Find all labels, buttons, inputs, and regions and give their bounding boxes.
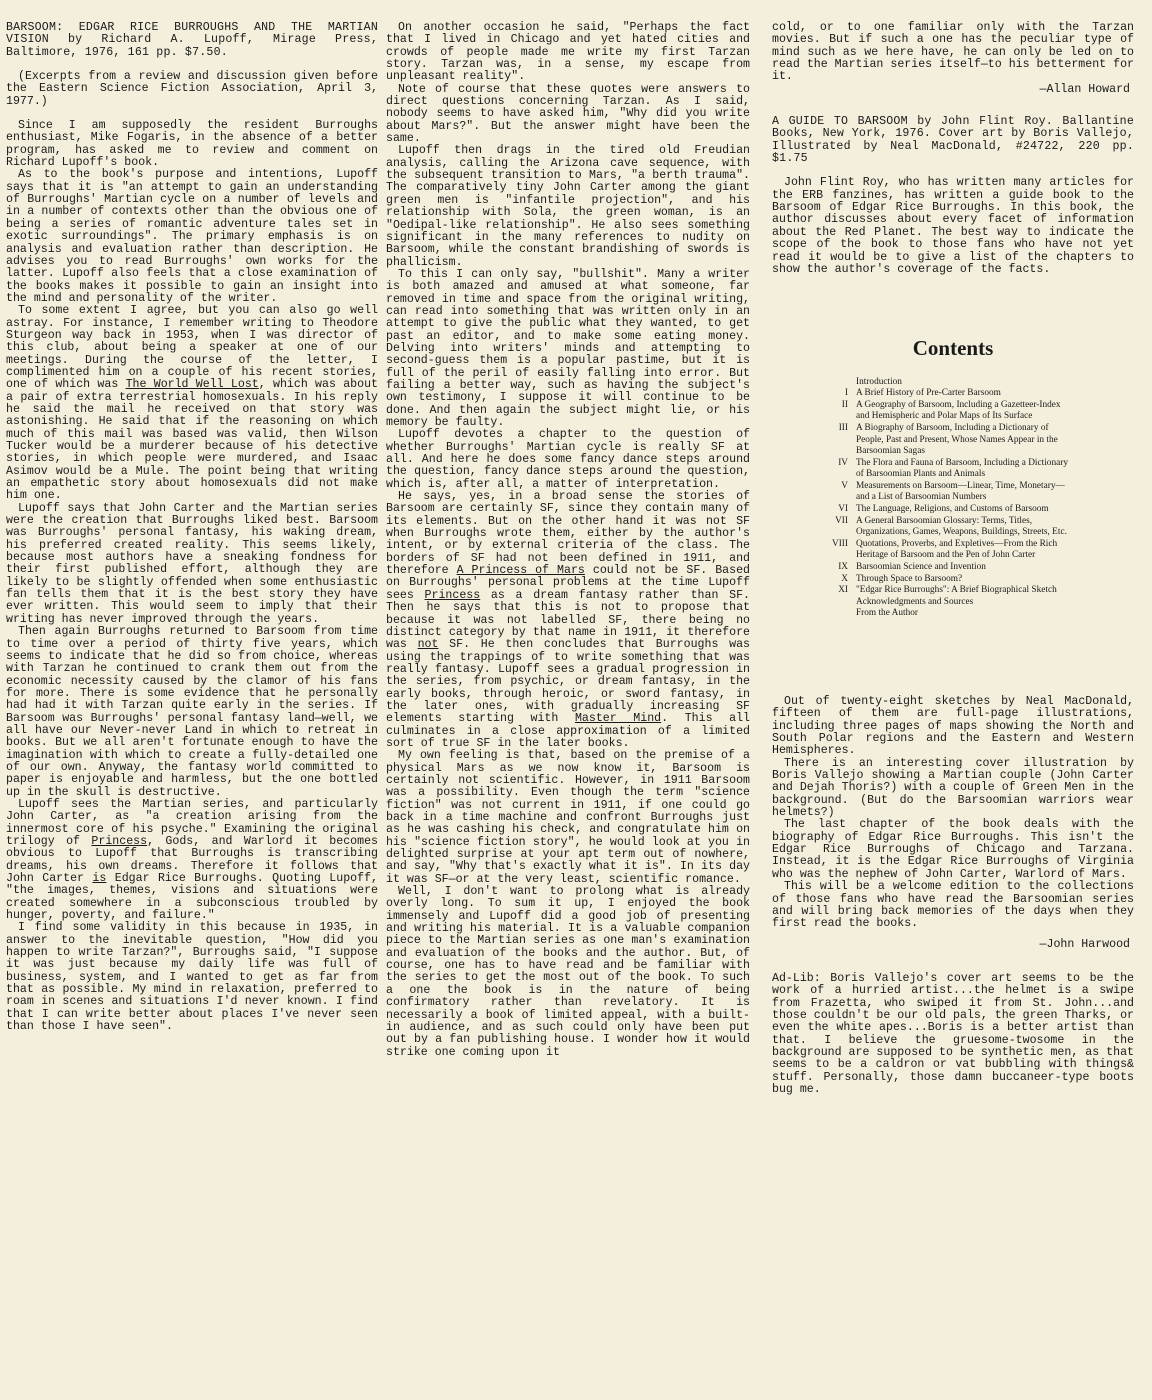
contents-entry [812, 597, 1072, 609]
contents-entry-number [812, 377, 856, 389]
paragraph: To some extent I agree, but you can also go well astray. For instance, I remember writing to Theodore Sturgeon way back in 1953, when I was director of this club, about being a speaker at one of our meetings. During the course of the letter, I complimented him on a couple of his recent stories, one of which was The World Well Lost, which was about a pair of extra terrestrial homosexuals. In his reply he said the mail he received on that story was astonishing. He said that if the reasoning on which much of this mail was based was valid, then Wilson Tucker would be a murderer because of his detective stories, in which people were murdered, and Isaac Asimov would be a Mule. The point being that writing an empathetic story about homosexuals did not make him one. [6, 304, 378, 503]
contents-entry-number: X [841, 573, 848, 584]
emphasis-underlined: not [417, 638, 439, 652]
contents-entry-title: Barsoomian Science and Invention [856, 562, 986, 573]
contents-entry-number [812, 597, 856, 609]
contents-entry-number: XI [838, 585, 848, 596]
contents-entry-title: The Language, Religions, and Customs of Barsoom [856, 504, 1049, 515]
contents-entry-title: Through Space to Barsoom? [856, 573, 963, 584]
paragraph: This will be a welcome edition to the collections of those fans who have read the Barsoomian series and will bring back memories of the days when they first read the books. [772, 880, 1134, 931]
contents-entry [812, 388, 1072, 400]
paragraph: He says, yes, in a broad sense the stories of Barsoom are certainly SF, since they contain many of its elements. But on the other hand it was not SF when Burroughs wrote them, either by the author's intent, or by external criteria of the class. The borders of SF had not been defined in 1911, and therefore A Princess of Mars could not be SF. Based on Burroughs' personal problems at the time Lupoff sees Princess as a dream fantasy rather than SF. Then he says that this is not to propose that because it was not labelled SF, there being no distinct category by that name in 1911, it therefore was not SF. He then concludes that Burroughs was using the trappings of to write something that was really fantasy. Lupoff sees a gradual progression in the series, from psychic, or dream fantasy, in the early books, through heroic, or sword fantasy, in the later ones, with gradually increasing SF elements starting with Master Mind. This all culminates in a close approximation of a limited sort of true SF in the later books. [386, 490, 751, 750]
book-title-underlined: Master Mind [574, 712, 662, 726]
paragraph: On another occasion he said, "Perhaps the fact that I lived in Chicago and yet hated cities and crowds of people made me write my first Tarzan story. Tarzan was, in a sense, my escape from unpleasant reality". [386, 21, 750, 84]
contents-entry-title: Acknowledgments and Sources [856, 596, 974, 607]
contents-entry [812, 608, 1072, 620]
paragraph: Lupoff sees the Martian series, and particularly John Carter, as "a creation arising from the innermost core of his psyche." Examining the original trilogy of Princess, Gods, and Warlord it becomes obvious to Lupoff that Burroughs is transcribing dreams, his own dreams. Therefore it follows that John Carter is Edgar Rice Burroughs. Quoting Lupoff, "the images, themes, visions and situations were created somewhere in a subconscious troubled by hunger, poverty, and failure." [6, 797, 378, 923]
paragraph: Lupoff says that John Carter and the Martian series were the creation that Burroughs liked best. Barsoom was Burroughs' personal fantasy, his waking dream, his preferred created reality. This seems likely, because most authors have a sneaking fondness for their first published effort, although they are likely to be slightly offended when some enthusiastic fan tells them that it is the best story they have ever written. This would seem to imply that their writing has never improved through the years. [6, 501, 378, 626]
contents-entry-number: IX [838, 562, 848, 573]
contents-entry [812, 377, 1072, 389]
contents-entry [812, 539, 1072, 562]
book-title-underlined: Princess [91, 835, 148, 848]
column-right [772, 22, 1134, 1096]
contents-entry-title: Measurements on Barsoom—Linear, Time, Monetary—and a List of Barsoomian Numbers [856, 480, 1065, 503]
review-heading-guide-to-barsoom: A GUIDE TO BARSOOM by John Flint Roy. Ballantine Books, New York, 1976. Cover art by Boris Vallejo, Illustrated by Neal MacDonald, #24722, 220 pp. $1.75 [772, 115, 1134, 166]
contents-entry [812, 574, 1072, 586]
contents-entry [812, 481, 1072, 504]
contents-entry-number: VII [835, 515, 848, 526]
paragraph: Note of course that these quotes were answers to direct questions concerning Tarzan. As I said, nobody seems to have asked him, "Why did you write about Mars?". But the answer might have been the same. [386, 82, 750, 146]
review-heading-barsoom: BARSOOM: EDGAR RICE BURROUGHS AND THE MARTIAN VISION by Richard A. Lupoff, Mirage Press, Baltimore, 1976, 161 pp. $7.50. [6, 21, 378, 59]
paragraph: Then again Burroughs returned to Barsoom from time to time over a period of thirty five years, which seems to indicate that he did so from choice, whereas with Tarzan he continued to crank them out from the economic necessity caused by the clamor of his fans for more. There is some evidence that he personally had had it with Tarzan quite early in the series. If Barsoom was Burroughs' personal fantasy land—well, we all have our Never-never Land in which to retreat in books. But we all aren't fortunate enough to have the imagination with which to create a fully-detailed one of our own. Anyway, the fantasy world committed to paper is enjoyable and harmless, but the one bottled up in the skull is destructive. [6, 625, 378, 799]
paragraph: cold, or to one familiar only with the Tarzan movies. But if such a one has the peculiar type of mind such as we here have, he can only be led on to read the Martian series itself—to his betterment for it. [772, 21, 1134, 84]
contents-entry-title: A General Barsoomian Glossary: Terms, Titles, Organizations, Games, Weapons, Buildings, Streets, Etc. [856, 515, 1067, 538]
paragraph: Lupoff devotes a chapter to the question of whether Burroughs' Martian cycle is really SF at all. And here he does some fancy dance steps around the question, fancy dance steps around the question, which is, after all, a matter of interpretation. [386, 428, 750, 491]
contents-list [812, 377, 1072, 620]
paragraph: Since I am supposedly the resident Burroughs enthusiast, Mike Fogaris, in the absence of a better program, has asked me to review and comment on Richard Lupoff's book. [6, 119, 378, 170]
paragraph: John Flint Roy, who has written many articles for the ERB fanzines, has written a guide book to the Barsoom of Edgar Rice Burroughs. In this book, the author discusses about every facet of information about the Red Planet. The best way to indicate the scope of the book to those fans who have not yet read it would be to give a list of the chapters to show the author's coverage of the facts. [772, 176, 1134, 276]
contents-entry-number: I [844, 388, 848, 399]
paragraph: I find some validity in this because in 1935, in answer to the inevitable question, "How did you happen to write Tarzan?", Burroughs said, "I suppose it was just because my daily life was full of business, system, and I wanted to get as far from that as possible. My mind in relaxation, preferred to roam in scenes and situations I'd never known. I find that I can write better about places I've never seen than those I have seen". [6, 921, 378, 1034]
paragraph: To this I can only say, "bullshit". Many a writer is both amazed and amused at what someone, far removed in time and space from the original writing, can read into something that was written only in an attempt to give the public what they wanted, to get past an editor, and to make some eating money. Delving into writers' minds and attempting to second-guess them is a popular pastime, but it is full of the peril of easily falling into error. But failing a better way, such as having the subject's own testimony, I suppose it will continue to be done. And then again the subject might lie, or his memory be faulty. [386, 267, 750, 429]
paragraph: Lupoff then drags in the tired old Freudian analysis, calling the Arizona cave sequence, with the subsequent transition to Mars, "a berth trauma". The comparatively tiny John Carter among the giant green men is "infantile projection", and his relationship with Sola, the green woman, is an "Oedipal-like relationship". He also sees something significant in the many references to nudity on Barsoom, while the constant brandishing of swords is phallicism. [386, 144, 750, 269]
paragraph: My own feeling is that, based on the premise of a physical Mars as we now know it, Barsoom is certainly not scientific. However, in 1911 Barsoom was a possibility. Even though the term "science fiction" was not current in 1911, if one could go back in a time machine and confront Burroughs just as he was cashing his check, and congratulate him on his "science fiction story", he would look at you in delighted surprise at your apt term out of nowhere, and say, "Why that's exactly what it is". In its day it was SF—or at the very least, scientific romance. [386, 749, 750, 886]
contents-entry-number: II [841, 399, 848, 410]
paragraph: Well, I don't want to prolong what is already overly long. To sum it up, I enjoyed the book immensely and Lupoff did a good job of presenting and writing his material. It is a valuable companion piece to the Martian series as one man's examination and evaluation of the books and the author. But, of course, one has to have read and be familiar with the series to get the most out of the book. To such a one the book is in the nature of being confirmatory rather than revelatory. It is necessarily a book of limited appeal, with a built-in audience, and as such could only have been put out by a fan publishing house. I wonder how it would strike one coming upon it [386, 885, 750, 1059]
contents-entry [812, 585, 1072, 597]
contents-entry [812, 400, 1072, 423]
paragraph: There is an interesting cover illustration by Boris Vallejo showing a Martian couple (John Carter and Dejah Thoris?) with a couple of Green Men in the background. (But do the Barsoomian warriors wear helmets?) [772, 756, 1134, 820]
emphasis-underlined: is [92, 872, 107, 886]
contents-entry [812, 562, 1072, 574]
book-title-underlined: A Princess of Mars [456, 564, 585, 578]
review-note: (Excerpts from a review and discussion given before the Eastern Science Fiction Association, April 3, 1977.) [6, 70, 378, 108]
paragraph: As to the book's purpose and intentions, Lupoff says that it is "an attempt to gain an understanding of Burroughs' Martian cycle on a number of levels and in a number of contexts other than the obvious one of being a series of romantic adventure tales set in exotic surroundings". The primary emphasis is on analysis and evaluation rather than description. He advises you to read Burroughs' own works for the latter. Lupoff also feels that a close examination of the books makes it possible to gain an insight into the mind and personality of the writer. [6, 168, 378, 305]
book-title-underlined: The World Well Lost [125, 378, 259, 392]
ad-lib-paragraph: Ad-Lib: Boris Vallejo's cover art seems to be the work of a hurried artist...the helmet is a swipe from Frazetta, who swiped it from St. John...and those couldn't be our old pals, the green Tharks, or even the white apes...Boris is a better artist than that. I believe the gruesome-twosome in the background are supposed to be synthetic men, as that seems to be a caldron or vat bubbling with things& stuff. Personally, those damn buccaneer-type boots bug me. [772, 971, 1134, 1096]
contents-entry-number: III [838, 422, 848, 433]
column-middle [386, 22, 750, 1059]
contents-entry-number [812, 608, 856, 620]
contents-entry-title: From the Author [856, 608, 918, 619]
contents-entry [812, 516, 1072, 539]
contents-entry [812, 504, 1072, 516]
contents-entry [812, 458, 1072, 481]
contents-title: Contents [912, 336, 994, 361]
column-left [6, 22, 378, 1034]
signature-allan-howard: —Allan Howard [1039, 82, 1130, 96]
contents-entry-title: A Geography of Barsoom, Including a Gazetteer-Index and Hemispheric and Polar Maps of Its Surface [856, 399, 1061, 422]
book-title-underlined: Princess [424, 588, 481, 602]
contents-entry-number: V [841, 480, 848, 491]
paragraph: The last chapter of the book deals with the biography of Edgar Rice Burroughs. This isn't the Edgar Rice Burroughs of Chicago and Tarzana. Instead, it is the Edgar Rice Burroughs of Virginia who was the nephew of John Carter, Warlord of Mars. [772, 818, 1134, 881]
paragraph: Out of twenty-eight sketches by Neal MacDonald, fifteen of them are full-page illustrations, including three pages of maps showing the North and South Polar regions and the Eastern and Western Hemispheres. [772, 695, 1134, 758]
contents-entry-title: A Biography of Barsoom, Including a Dictionary of People, Past and Present, Whose Names Appear in the Barsoomian Sagas [856, 422, 1058, 457]
contents-entry-number: VIII [831, 538, 848, 549]
contents-entry-title: The Flora and Fauna of Barsoom, Including a Dictionary of Barsoomian Plants and Animals [856, 457, 1068, 480]
contents-entry-number: IV [838, 457, 848, 468]
contents-entry [812, 423, 1072, 458]
contents-entry-title: Quotations, Proverbs, and Expletives—From the Rich Heritage of Barsoom and the Pen of John Carter [856, 538, 1058, 561]
contents-entry-title: A Brief History of Pre-Carter Barsoom [856, 388, 1001, 399]
signature-john-harwood: —John Harwood [1039, 937, 1130, 951]
contents-entry-title: Introduction [856, 376, 902, 387]
contents-entry-title: "Edgar Rice Burroughs": A Brief Biographical Sketch [856, 585, 1057, 596]
contents-entry-number: VI [838, 504, 848, 515]
